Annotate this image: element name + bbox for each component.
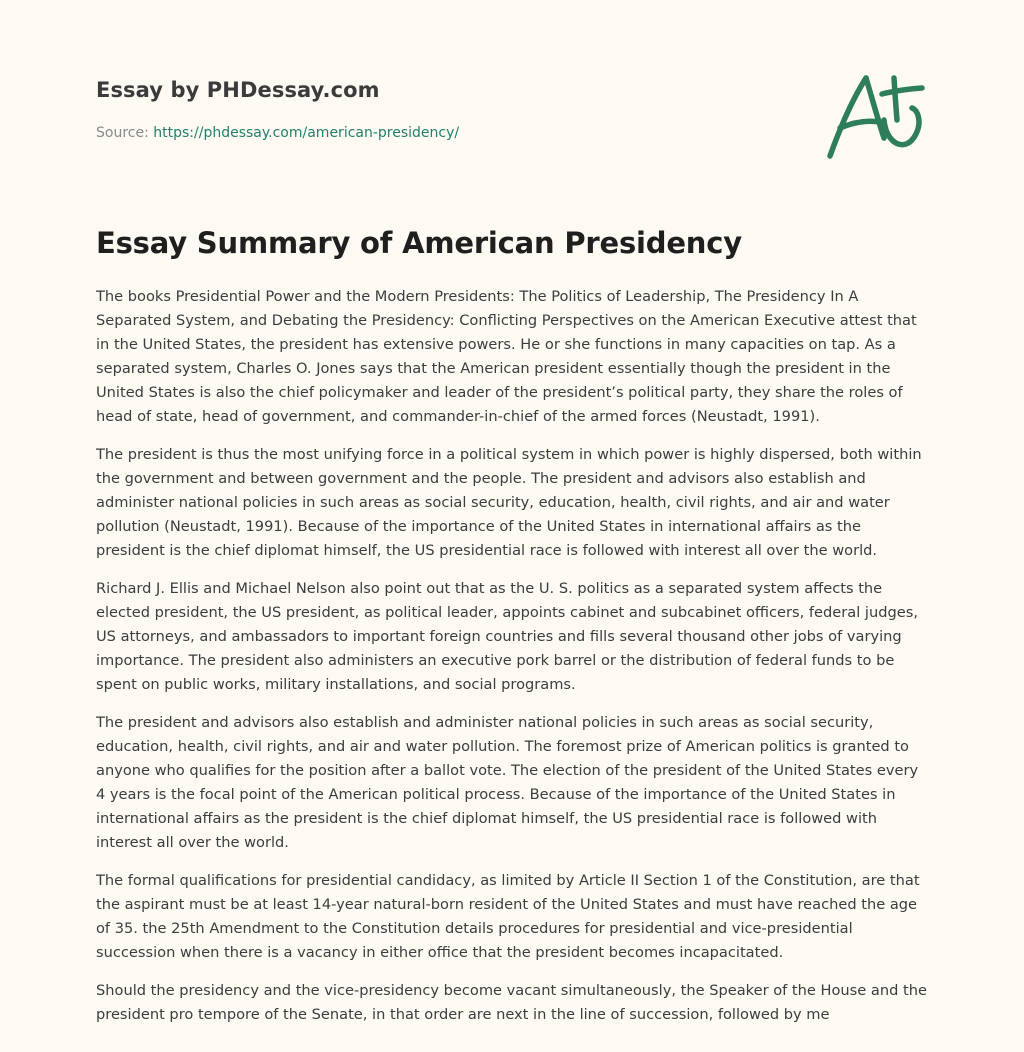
- paragraph: The president is thus the most unifying force in a political system in which power is highly dispersed, both within the government and between government and the people. The president and advisors also establish and administer national policies in such areas as social security, education, health, civil rights, and air and water pollution (Neustadt, 1991). Because of the importance of the United States in international affairs as the president is the chief diplomat himself, the US presidential race is followed with interest all over the world.: [96, 446, 922, 559]
- source-label: Source:: [96, 125, 154, 141]
- source-line: [96, 125, 796, 141]
- page-header: [96, 78, 796, 141]
- paragraph: The president and advisors also establish and administer national policies in such areas as social security, education, health, civil rights, and air and water pollution. The foremost prize of American politics is granted to anyone who qualifies for the position after a ballot vote. The election of the president of the United States every 4 years is the focal point of the American political process. Because of the importance of the United States in international affairs as the president is the chief diplomat himself, the US presidential race is followed with interest all over the world.: [96, 714, 919, 851]
- essay-body: [96, 285, 932, 1041]
- essay-title: Essay Summary of American Presidency: [96, 226, 742, 260]
- a-plus-grade-icon: [822, 68, 932, 164]
- site-brand: Essay by PHDessay.com: [96, 78, 380, 102]
- paragraph: The books Presidential Power and the Modern Presidents: The Politics of Leadership, The Presidency In A Separated System, and Debating the Presidency: Conflicting Perspectives on the American Executive attest that in the United States, the president has extensive powers. He or she functions in many capacities on tap. As a separated system, Charles O. Jones says that the American president essentially though the president in the United States is also the chief policymaker and leader of the president’s political party, they share the roles of head of state, head of government, and commander-in-chief of the armed forces (Neustadt, 1991).: [96, 288, 917, 425]
- paragraph: The formal qualifications for presidential candidacy, as limited by Article II Section 1 of the Constitution, are that the aspirant must be at least 14-year natural-born resident of the United States and must have reached the age of 35. the 25th Amendment to the Constitution details procedures for presidential and vice-presidential succession when there is a vacancy in either office that the president becomes incapacitated.: [96, 872, 920, 961]
- paragraph: Should the presidency and the vice-presidency become vacant simultaneously, the Speaker of the House and the president pro tempore of the Senate, in that order are next in the line of succession, followed by me: [96, 982, 927, 1023]
- paragraph: Richard J. Ellis and Michael Nelson also point out that as the U. S. politics as a separated system affects the elected president, the US president, as political leader, appoints cabinet and subcabinet officers, federal judges, US attorneys, and ambassadors to important foreign countries and fills several thousand other jobs of varying importance. The president also administers an executive pork barrel or the distribution of federal funds to be spent on public works, military installations, and social programs.: [96, 580, 918, 693]
- source-link[interactable]: https://phdessay.com/american-presidency/: [153, 125, 460, 141]
